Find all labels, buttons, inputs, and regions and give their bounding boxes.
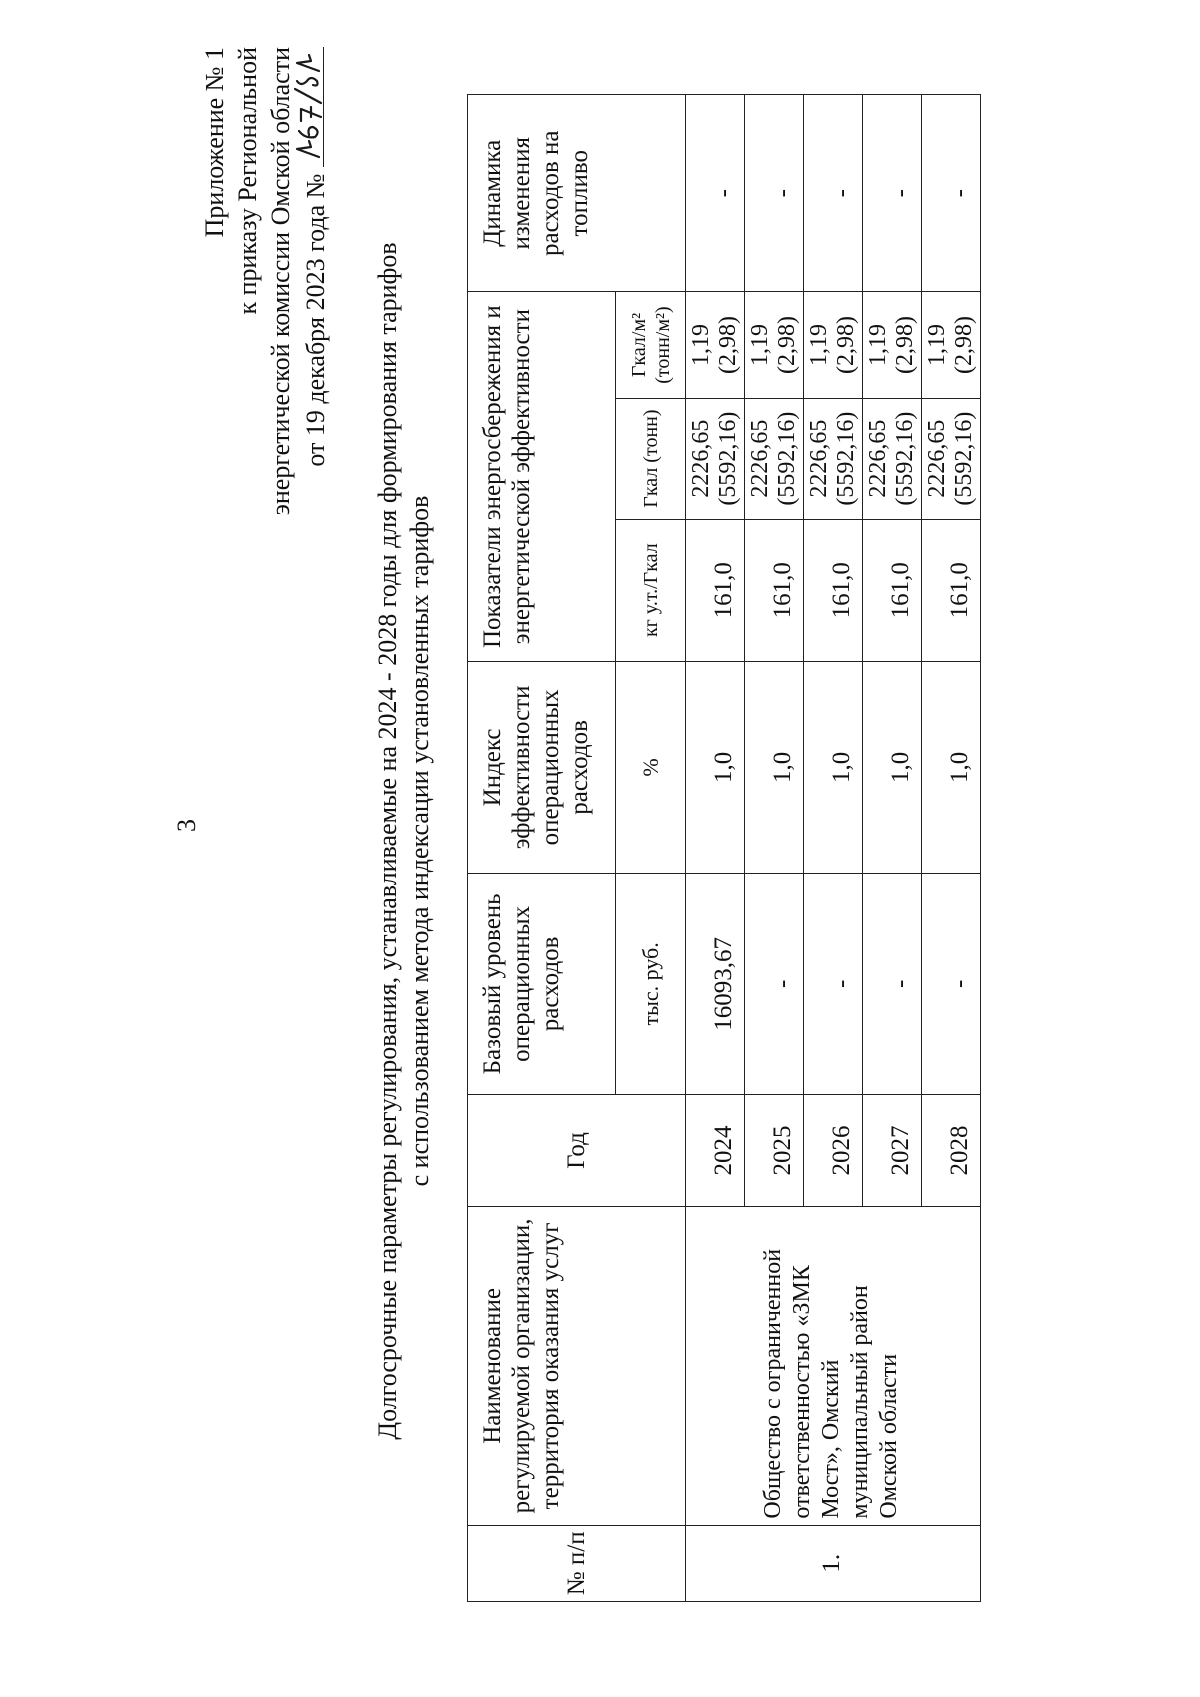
cell-fuel: -: [686, 95, 745, 292]
cell-base: -: [804, 874, 863, 1095]
header-year: Год: [468, 1094, 686, 1206]
gcal-m2-value: 1,19: [747, 324, 773, 367]
page-number: 3: [172, 819, 201, 832]
approval-line-3: энергетической комиссии Омской области: [266, 47, 295, 516]
gcal-m2-value: 1,19: [865, 324, 891, 367]
gcal-value: 2226,65: [747, 419, 773, 498]
tons-m2-value: (2,98): [833, 316, 859, 375]
cell-year: 2027: [863, 1094, 922, 1206]
gcal-m2-value: 1,19: [806, 324, 832, 367]
table-row: [686, 95, 745, 1602]
unit-base: тыс. руб.: [616, 874, 686, 1095]
handwritten-order-number: [289, 51, 327, 161]
cell-gcal: [863, 398, 922, 519]
cell-index: 1,0: [922, 661, 981, 873]
gcal-value: 2226,65: [688, 419, 714, 498]
approval-line-4: [297, 47, 332, 547]
gcal-value: 2226,65: [924, 419, 950, 498]
header-organization: Наименование регулируемой организации, территория оказания услуг: [468, 1207, 686, 1525]
cell-gcal-m2: [863, 292, 922, 398]
cell-index: 1,0: [686, 661, 745, 873]
approval-block: [198, 47, 332, 547]
cell-kg: 161,0: [686, 519, 745, 661]
title-line-1: Долгосрочные параметры регулирования, устанавливаемые на 2024 - 2028 годы для формирования тарифов: [373, 242, 402, 1440]
approval-line-1: Приложение № 1: [200, 47, 229, 238]
cell-fuel: -: [922, 95, 981, 292]
header-base-level: Базовый уровень операционных расходов: [468, 874, 616, 1095]
header-efficiency-index: Индекс эффективности операционных расходов: [468, 661, 616, 873]
tons-value: (5592,16): [833, 411, 859, 506]
cell-gcal-m2: [804, 292, 863, 398]
tons-m2-value: (2,98): [892, 316, 918, 375]
cell-fuel: -: [863, 95, 922, 292]
cell-year: 2025: [745, 1094, 804, 1206]
cell-kg: 161,0: [745, 519, 804, 661]
approval-date-prefix: от 19 декабря 2023 года №: [301, 173, 330, 467]
cell-year: 2026: [804, 1094, 863, 1206]
cell-index: 1,0: [745, 661, 804, 873]
document-title: [372, 81, 436, 1601]
unit-index: %: [616, 661, 686, 873]
header-num: № п/п: [468, 1525, 686, 1601]
order-number-field: [297, 47, 324, 167]
cell-kg: 161,0: [804, 519, 863, 661]
tons-m2-value: (2,98): [715, 316, 741, 375]
tons-m2-value: (2,98): [951, 316, 977, 375]
tons-value: (5592,16): [951, 411, 977, 506]
cell-gcal-m2: [745, 292, 804, 398]
header-energy-indicators: Показатели энергосбережения и энергетической эффективности: [468, 292, 616, 661]
unit-energy-kg: кг у.т./Гкал: [616, 519, 686, 661]
cell-index: 1,0: [863, 661, 922, 873]
title-line-2: с использованием метода индексации установленных тарифов: [405, 495, 434, 1187]
cell-base: 16093,67: [686, 874, 745, 1095]
cell-kg: 161,0: [863, 519, 922, 661]
cell-index: 1,0: [804, 661, 863, 873]
cell-gcal-m2: [922, 292, 981, 398]
organization-name: Общество с ограниченной ответственностью «ЗМК Мост», Омский муниципальный район Омской области: [686, 1207, 981, 1525]
header-row: [468, 95, 616, 1602]
cell-base: -: [922, 874, 981, 1095]
cell-gcal-m2: [686, 292, 745, 398]
tons-value: (5592,16): [774, 411, 800, 506]
cell-year: 2024: [686, 1094, 745, 1206]
cell-base: -: [745, 874, 804, 1095]
gcal-value: 2226,65: [865, 419, 891, 498]
approval-line-2: к приказу Региональной: [233, 47, 262, 315]
regulation-parameters-table: [467, 94, 981, 1602]
cell-gcal: [804, 398, 863, 519]
tons-m2-value: (2,98): [774, 316, 800, 375]
gcal-m2-value: 1,19: [924, 324, 950, 367]
cell-kg: 161,0: [922, 519, 981, 661]
cell-year: 2028: [922, 1094, 981, 1206]
cell-fuel: -: [804, 95, 863, 292]
row-number: 1.: [686, 1525, 981, 1601]
gcal-value: 2226,65: [806, 419, 832, 498]
unit-energy-gcal-m2: Гкал/м² (тонн/м²): [616, 292, 686, 398]
header-fuel-dynamics: Динамика изменения расходов на топливо: [468, 95, 686, 292]
cell-gcal: [922, 398, 981, 519]
tons-value: (5592,16): [715, 411, 741, 506]
tons-value: (5592,16): [892, 411, 918, 506]
gcal-m2-value: 1,19: [688, 324, 714, 367]
cell-gcal: [686, 398, 745, 519]
cell-gcal: [745, 398, 804, 519]
cell-base: -: [863, 874, 922, 1095]
unit-energy-gcal: Гкал (тонн): [616, 398, 686, 519]
cell-fuel: -: [745, 95, 804, 292]
